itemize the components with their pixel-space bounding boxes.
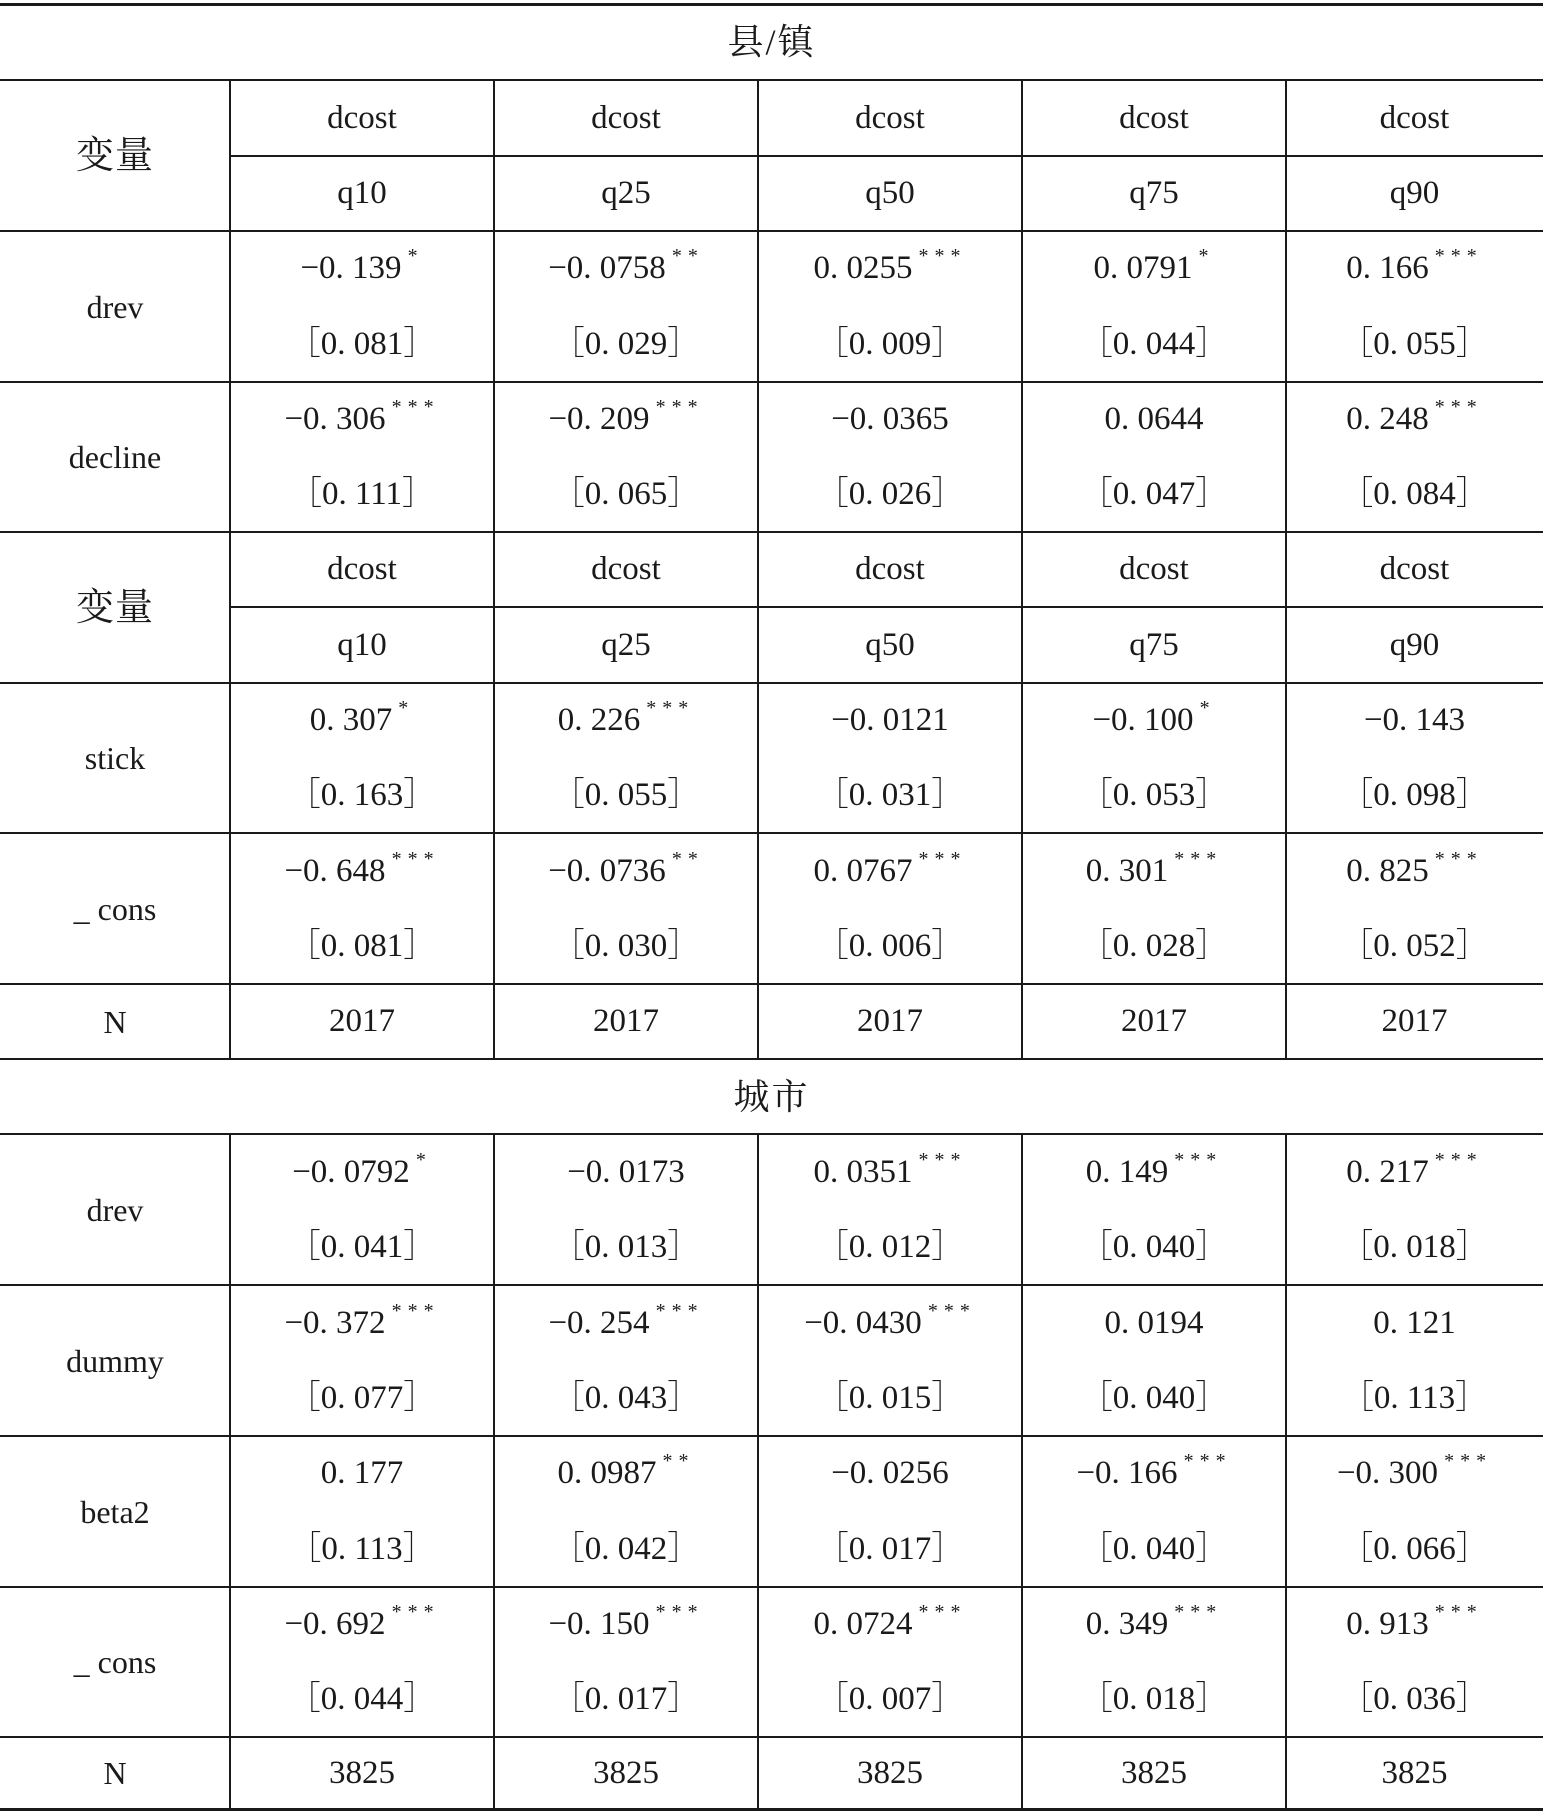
coefficient-number: −0. 306 [284, 401, 386, 437]
significance-stars: *** [1434, 1148, 1483, 1171]
significance-stars: ** [671, 245, 704, 267]
header2-dep-var-5: dcost [1379, 551, 1450, 587]
city-n-value-2: 3825 [593, 1754, 659, 1791]
significance-stars: *** [1434, 245, 1483, 267]
coefficient-value [804, 1299, 976, 1341]
city-cons-label: _ cons [73, 1644, 157, 1680]
significance-stars: *** [918, 847, 967, 870]
city-cons-coef-2 [494, 1587, 758, 1662]
city-dummy-se-3: ［0. 015］ [815, 1380, 965, 1416]
header1-dep-var-3: dcost [855, 99, 925, 136]
coefficient-value [1085, 1601, 1223, 1642]
city-drev-coef-4 [1022, 1134, 1286, 1210]
coefficient-number: 0. 166 [1346, 250, 1429, 286]
county-stick-coef-1 [230, 683, 494, 758]
coefficient-number: 0. 0724 [813, 1606, 913, 1642]
coefficient-value [284, 396, 440, 437]
significance-stars: *** [391, 847, 440, 870]
significance-stars: *** [1434, 847, 1483, 870]
city-beta2-coef-5 [1286, 1436, 1543, 1511]
coefficient-value [831, 403, 949, 436]
city-dummy-coef-3 [758, 1285, 1022, 1361]
county-drev-se-2: ［0. 029］ [551, 325, 701, 362]
coefficient-number: 0. 121 [1373, 1304, 1456, 1341]
coefficient-value [548, 1601, 704, 1642]
significance-stars: ** [671, 847, 704, 870]
city-drev-se-5: ［0. 018］ [1340, 1229, 1489, 1265]
county-drev-coef-1 [230, 231, 494, 306]
coefficient-value [1364, 704, 1465, 737]
coefficient-number: −0. 254 [548, 1304, 650, 1341]
coefficient-value [1336, 1450, 1493, 1491]
significance-stars: *** [391, 1299, 440, 1322]
county-decline-se-4: ［0. 047］ [1079, 476, 1229, 512]
significance-stars: *** [1174, 1148, 1223, 1171]
significance-stars: *** [655, 1299, 704, 1322]
section-title-city: 城市 [733, 1076, 810, 1117]
city-dummy-coef-5 [1286, 1285, 1543, 1361]
coefficient-number: 0. 913 [1346, 1606, 1429, 1642]
city-n-label: N [103, 1755, 127, 1791]
coefficient-value [813, 245, 967, 286]
coefficient-value [309, 697, 415, 738]
city-beta2-coef-2 [494, 1436, 758, 1511]
city-drev-se-2: ［0. 013］ [551, 1229, 701, 1265]
coefficient-number: 0. 0987 [557, 1455, 657, 1491]
county-stick-se-1: ［0. 163］ [287, 777, 437, 813]
coefficient-value [1104, 1304, 1204, 1341]
header2-dep-var-2: dcost [591, 551, 661, 587]
city-drev-coef-3 [758, 1134, 1022, 1210]
coefficient-number: −0. 166 [1076, 1455, 1178, 1491]
county-decline-coef-1 [230, 382, 494, 457]
county-n-value-3: 2017 [857, 1003, 923, 1039]
header1-dep-var-2: dcost [591, 99, 661, 136]
coefficient-value [284, 1299, 440, 1341]
county-cons-se-1: ［0. 081］ [287, 928, 437, 964]
city-beta2-label: beta2 [80, 1493, 150, 1530]
header2-dep-var-3: dcost [855, 551, 925, 587]
significance-stars: *** [655, 1601, 704, 1623]
coefficient-number: −0. 0173 [567, 1153, 685, 1190]
city-drev-coef-2 [494, 1134, 758, 1210]
county-cons-coef-2 [494, 833, 758, 909]
coefficient-value [548, 847, 704, 889]
coefficient-number: −0. 692 [284, 1606, 386, 1642]
coefficient-value [1346, 245, 1483, 286]
coefficient-number: −0. 209 [548, 401, 650, 437]
significance-stars: *** [1434, 396, 1483, 418]
city-drev-se-1: ［0. 041］ [287, 1229, 437, 1265]
significance-stars: * [1198, 245, 1215, 267]
county-cons-coef-3 [758, 833, 1022, 909]
coefficient-value [813, 847, 967, 889]
coefficient-number: 0. 0194 [1104, 1304, 1204, 1341]
coefficient-number: 0. 149 [1085, 1153, 1169, 1190]
city-beta2-se-4: ［0. 040］ [1079, 1530, 1229, 1567]
coefficient-number: 0. 0767 [813, 852, 913, 889]
county-decline-label: decline [68, 439, 162, 475]
county-stick-se-5: ［0. 098］ [1340, 777, 1489, 813]
header2-var-label: 变量 [75, 586, 154, 629]
county-drev-se-3: ［0. 009］ [815, 325, 965, 362]
coefficient-value [321, 1457, 404, 1490]
city-cons-coef-4 [1022, 1587, 1286, 1662]
significance-stars: *** [391, 396, 440, 418]
city-drev-coef-1 [230, 1134, 494, 1210]
coefficient-number: −0. 0792 [292, 1153, 410, 1190]
county-cons-se-3: ［0. 006］ [815, 928, 965, 964]
coefficient-value [548, 245, 704, 286]
coefficient-value [1346, 1601, 1483, 1642]
city-beta2-coef-3 [758, 1436, 1022, 1511]
county-n-label: N [103, 1003, 127, 1040]
county-cons-se-4: ［0. 028］ [1079, 928, 1229, 964]
city-cons-se-1: ［0. 044］ [287, 1681, 437, 1717]
coefficient-value [1085, 1148, 1223, 1190]
coefficient-number: −0. 0121 [831, 702, 949, 738]
city-drev-se-4: ［0. 040］ [1079, 1229, 1229, 1265]
significance-stars: * [398, 697, 415, 719]
county-decline-se-1: ［0. 111］ [288, 476, 436, 512]
coefficient-value [300, 245, 424, 286]
section-title-county: 县/镇 [727, 22, 816, 62]
significance-stars: *** [1434, 1601, 1483, 1623]
header1-quantile-5: q90 [1389, 175, 1440, 211]
significance-stars: *** [1174, 847, 1223, 870]
coefficient-value [1076, 1450, 1232, 1491]
county-cons-label: _ cons [73, 890, 157, 927]
county-drev-coef-5 [1286, 231, 1543, 306]
header1-quantile-2: q25 [601, 175, 651, 211]
significance-stars: *** [918, 1601, 967, 1623]
city-beta2-se-1: ［0. 113］ [288, 1530, 436, 1567]
city-beta2-coef-1 [230, 1436, 494, 1511]
coefficient-value [1092, 697, 1216, 738]
county-stick-se-2: ［0. 055］ [551, 777, 701, 813]
county-stick-coef-2 [494, 683, 758, 758]
city-drev-label: drev [86, 1191, 144, 1228]
header1-var-label: 变量 [75, 134, 154, 177]
coefficient-value [831, 1457, 949, 1490]
coefficient-number: 0. 0255 [813, 250, 913, 286]
significance-stars: *** [1444, 1450, 1493, 1472]
coefficient-value [1105, 403, 1204, 436]
header2-quantile-3: q50 [865, 626, 915, 663]
significance-stars: *** [1183, 1450, 1232, 1472]
significance-stars: * [415, 1148, 432, 1171]
city-beta2-se-2: ［0. 042］ [551, 1530, 701, 1567]
city-n-value-3: 3825 [857, 1754, 923, 1791]
city-beta2-se-3: ［0. 017］ [815, 1530, 965, 1567]
coefficient-number: 0. 301 [1085, 852, 1169, 889]
header2-dep-var-4: dcost [1119, 551, 1189, 587]
county-stick-label: stick [84, 740, 146, 776]
header2-quantile-2: q25 [601, 626, 651, 663]
coefficient-number: 0. 0791 [1093, 250, 1193, 286]
city-cons-se-5: ［0. 036］ [1340, 1681, 1489, 1717]
coefficient-value [548, 396, 704, 437]
county-n-value-4: 2017 [1121, 1003, 1187, 1039]
county-decline-coef-5 [1286, 382, 1543, 457]
coefficient-value [813, 1148, 967, 1190]
county-stick-coef-4 [1022, 683, 1286, 758]
county-decline-coef-4 [1022, 382, 1286, 457]
coefficient-value [1093, 245, 1215, 286]
header1-quantile-1: q10 [337, 175, 387, 211]
header1-dep-var-4: dcost [1119, 99, 1189, 136]
coefficient-number: −0. 100 [1092, 702, 1194, 738]
coefficient-value [1346, 396, 1483, 437]
county-stick-se-4: ［0. 053］ [1079, 777, 1229, 813]
coefficient-value [1346, 847, 1483, 889]
coefficient-number: −0. 0365 [831, 401, 949, 437]
county-stick-coef-3 [758, 683, 1022, 758]
header2-quantile-4: q75 [1129, 626, 1179, 663]
significance-stars: * [1199, 697, 1216, 719]
county-drev-label: drev [86, 288, 144, 325]
coefficient-number: −0. 0758 [548, 250, 666, 286]
county-n-value-2: 2017 [593, 1003, 659, 1039]
county-drev-coef-3 [758, 231, 1022, 306]
county-drev-se-4: ［0. 044］ [1079, 325, 1229, 362]
city-cons-se-3: ［0. 007］ [815, 1681, 965, 1717]
coefficient-number: 0. 248 [1346, 401, 1429, 437]
county-decline-se-5: ［0. 084］ [1340, 476, 1489, 512]
significance-stars: *** [1174, 1601, 1223, 1623]
city-dummy-coef-4 [1022, 1285, 1286, 1361]
county-cons-se-5: ［0. 052］ [1340, 928, 1489, 964]
coefficient-number: 0. 177 [320, 1455, 404, 1491]
coefficient-value [557, 1450, 695, 1491]
coefficient-number: −0. 0256 [831, 1455, 949, 1491]
county-decline-coef-3 [758, 382, 1022, 457]
city-cons-coef-5 [1286, 1587, 1543, 1662]
header1-quantile-4: q75 [1129, 175, 1179, 211]
county-drev-se-1: ［0. 081］ [287, 325, 437, 362]
header1-quantile-3: q50 [865, 175, 915, 211]
county-drev-coef-4 [1022, 231, 1286, 306]
header1-dep-var-5: dcost [1379, 99, 1450, 136]
coefficient-value [557, 697, 695, 738]
city-drev-se-3: ［0. 012］ [815, 1229, 965, 1265]
header1-dep-var-1: dcost [327, 99, 397, 136]
coefficient-value [831, 704, 949, 737]
significance-stars: *** [927, 1299, 976, 1322]
coefficient-value [548, 1299, 704, 1341]
header2-quantile-1: q10 [337, 626, 387, 663]
city-cons-se-4: ［0. 018］ [1079, 1681, 1229, 1717]
significance-stars: *** [646, 697, 695, 719]
coefficient-number: −0. 0736 [548, 852, 666, 889]
coefficient-number: −0. 150 [548, 1606, 650, 1642]
city-dummy-se-1: ［0. 077］ [287, 1380, 437, 1416]
significance-stars: *** [391, 1601, 440, 1623]
city-dummy-label: dummy [66, 1342, 164, 1379]
city-dummy-coef-1 [230, 1285, 494, 1361]
coefficient-number: 0. 0644 [1104, 401, 1204, 437]
coefficient-value [284, 1601, 440, 1642]
coefficient-number: 0. 307 [309, 702, 393, 738]
coefficient-number: 0. 825 [1346, 852, 1429, 889]
county-drev-coef-2 [494, 231, 758, 306]
city-n-value-5: 3825 [1381, 1754, 1448, 1791]
coefficient-number: −0. 372 [284, 1304, 386, 1341]
coefficient-number: 0. 226 [557, 702, 641, 738]
coefficient-number: 0. 217 [1346, 1153, 1429, 1190]
coefficient-number: −0. 648 [284, 852, 386, 889]
city-dummy-coef-2 [494, 1285, 758, 1361]
coefficient-value [292, 1148, 432, 1190]
significance-stars: *** [918, 245, 967, 267]
county-cons-se-2: ［0. 030］ [551, 928, 701, 964]
significance-stars: *** [655, 396, 704, 418]
county-cons-coef-4 [1022, 833, 1286, 909]
city-dummy-se-5: ［0. 113］ [1340, 1380, 1489, 1416]
coefficient-number: 0. 0351 [813, 1153, 913, 1190]
city-n-value-4: 3825 [1121, 1754, 1187, 1791]
city-cons-coef-3 [758, 1587, 1022, 1662]
significance-stars: * [407, 245, 424, 267]
county-n-value-1: 2017 [329, 1003, 395, 1039]
coefficient-value [567, 1153, 685, 1190]
coefficient-number: −0. 0430 [804, 1304, 922, 1341]
coefficient-value [1346, 1148, 1483, 1190]
city-cons-se-2: ［0. 017］ [551, 1681, 701, 1717]
county-decline-se-3: ［0. 026］ [815, 476, 965, 512]
coefficient-number: 0. 349 [1085, 1606, 1169, 1642]
city-beta2-coef-4 [1022, 1436, 1286, 1511]
county-stick-coef-5 [1286, 683, 1543, 758]
coefficient-value [1085, 847, 1223, 889]
county-cons-coef-1 [230, 833, 494, 909]
county-drev-se-5: ［0. 055］ [1340, 325, 1489, 362]
coefficient-number: −0. 143 [1363, 702, 1466, 738]
coefficient-number: −0. 300 [1336, 1455, 1439, 1491]
coefficient-value [1373, 1304, 1456, 1341]
city-n-value-1: 3825 [329, 1754, 395, 1791]
city-drev-coef-5 [1286, 1134, 1543, 1210]
county-stick-se-3: ［0. 031］ [815, 777, 965, 813]
coefficient-number: −0. 139 [300, 250, 402, 286]
county-decline-coef-2 [494, 382, 758, 457]
header2-dep-var-1: dcost [327, 551, 397, 587]
city-cons-coef-1 [230, 1587, 494, 1662]
city-beta2-se-5: ［0. 066］ [1340, 1530, 1489, 1567]
city-dummy-se-2: ［0. 043］ [551, 1380, 701, 1416]
coefficient-value [813, 1601, 967, 1642]
city-dummy-se-4: ［0. 040］ [1079, 1380, 1229, 1416]
county-n-value-5: 2017 [1381, 1003, 1448, 1039]
coefficient-value [284, 847, 440, 889]
county-decline-se-2: ［0. 065］ [551, 476, 701, 512]
county-cons-coef-5 [1286, 833, 1543, 909]
significance-stars: *** [918, 1148, 967, 1171]
header2-quantile-5: q90 [1389, 626, 1440, 663]
significance-stars: ** [662, 1450, 695, 1472]
